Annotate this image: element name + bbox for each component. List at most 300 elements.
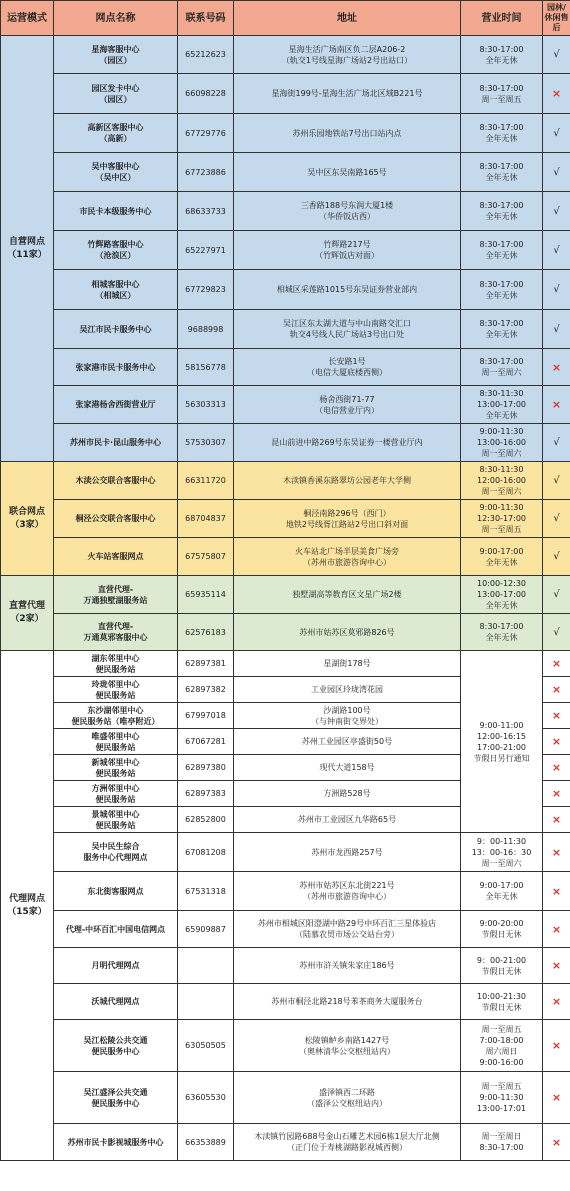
text-line: 自营网点 xyxy=(8,236,45,247)
outlet-address xyxy=(234,576,461,614)
outlet-name xyxy=(54,270,178,310)
outlet-phone: 66353889 xyxy=(178,1124,234,1161)
text-line: 周一至周六 xyxy=(481,487,522,496)
text-line: 全年无休 xyxy=(485,892,518,901)
text-line: （盛泽公交枢纽站内） xyxy=(307,1098,387,1108)
text-line: 联合网点 xyxy=(8,506,45,517)
outlet-hours xyxy=(461,386,543,424)
text-line: 便民服务站 xyxy=(95,690,136,700)
outlet-phone: 65227971 xyxy=(178,231,234,270)
text-line: 吴中客服中心 xyxy=(91,162,140,171)
outlet-address xyxy=(234,1072,461,1124)
outlet-hours xyxy=(461,462,543,500)
outlet-phone: 67067281 xyxy=(178,729,234,755)
outlet-hours xyxy=(461,1020,543,1072)
aftersale-status: √ xyxy=(543,231,570,270)
aftersale-status: × xyxy=(543,984,570,1020)
header-name: 网点名称 xyxy=(54,1,178,36)
text-line: 星海街199号-星海生活广场北区域B221号 xyxy=(271,89,423,98)
text-line: 8:30-17:00 xyxy=(479,319,524,328)
aftersale-status: × xyxy=(543,755,570,781)
text-line: 9:00-11:00 xyxy=(479,720,524,730)
text-line: 木渎公交联合客服中心 xyxy=(75,476,156,485)
outlet-name xyxy=(54,911,178,948)
outlet-phone: 57530307 xyxy=(178,424,234,462)
text-line: 便民服务站 xyxy=(95,742,136,752)
outlet-address xyxy=(234,153,461,192)
outlet-name xyxy=(54,386,178,424)
text-line: 苏州市姑苏区莫邪路826号 xyxy=(299,627,395,637)
text-line: 昆山前进中路269号东吴证券一楼营业厅内 xyxy=(271,438,423,447)
text-line: 高新区客服中心 xyxy=(87,123,144,132)
text-line: 便民服务站 xyxy=(95,664,136,674)
text-line: 独墅湖高等教育区文星广场2楼 xyxy=(292,590,402,599)
table-header-row xyxy=(1,1,570,36)
outlet-name xyxy=(54,781,178,807)
text-line: 8:30-17:00 xyxy=(479,162,524,171)
text-line: 新城邻里中心 xyxy=(91,757,140,767)
text-line: 周一至周五 xyxy=(481,525,522,534)
outlet-address xyxy=(234,1124,461,1161)
outlet-address xyxy=(234,872,461,911)
text-line: 13:00-17:00 xyxy=(477,590,526,599)
aftersale-status: √ xyxy=(543,500,570,538)
text-line: 全年无休 xyxy=(485,633,518,642)
text-line: 松陵镇鲈乡南路1427号 xyxy=(304,1035,390,1045)
outlet-name xyxy=(54,538,178,576)
outlet-hours xyxy=(461,1124,543,1161)
outlet-name xyxy=(54,651,178,677)
header-hours: 营业时间 xyxy=(461,1,543,36)
table-row xyxy=(1,74,570,114)
outlet-address xyxy=(234,755,461,781)
text-line: 全年无休 xyxy=(485,134,518,143)
text-line: （吴中区） xyxy=(95,173,136,182)
text-line: 万通独墅湖服务站 xyxy=(83,595,148,605)
text-line: 张家港杨舍西街营业厅 xyxy=(75,400,156,409)
text-line: 便民服务中心 xyxy=(91,1098,140,1108)
outlet-hours xyxy=(461,984,543,1020)
text-line: 13:00-16:00 xyxy=(477,438,526,447)
text-line: 周一至周五 xyxy=(481,94,522,104)
outlet-address xyxy=(234,538,461,576)
text-line: 9:00-20:00 xyxy=(479,919,524,928)
text-line: 桐泾公交联合客服中心 xyxy=(75,514,156,523)
text-line: 8:30-17:00 xyxy=(479,240,524,249)
table-row xyxy=(1,386,570,424)
text-line: 轨交4号线人民广场站3号出口处 xyxy=(289,330,405,339)
aftersale-status: × xyxy=(543,1124,570,1161)
outlet-name xyxy=(54,462,178,500)
outlet-phone: 67575807 xyxy=(178,538,234,576)
text-line: 沃城代理网点 xyxy=(91,997,140,1006)
text-line: 唯盛邻里中心 xyxy=(91,731,140,741)
text-line: （竹辉饭店对面） xyxy=(315,251,379,260)
outlet-hours xyxy=(461,153,543,192)
text-line: 吴江市民卡服务中心 xyxy=(79,324,152,334)
outlet-phone: 65212623 xyxy=(178,36,234,74)
outlet-phone: 62897382 xyxy=(178,677,234,703)
text-line: 节假日无休 xyxy=(481,1002,522,1012)
aftersale-status: √ xyxy=(543,270,570,310)
text-line: 火车站北广场半层美食广场旁 xyxy=(295,546,399,556)
table-row xyxy=(1,153,570,192)
outlet-phone: 67997018 xyxy=(178,703,234,729)
aftersale-status: × xyxy=(543,911,570,948)
text-line: 长安路1号 xyxy=(328,357,366,366)
text-line: （15家） xyxy=(7,906,47,917)
table-row xyxy=(1,1124,570,1161)
text-line: （华侨饭店西） xyxy=(319,212,375,221)
text-line: 17:00-21:00 xyxy=(477,742,526,752)
aftersale-status: √ xyxy=(543,424,570,462)
aftersale-status: × xyxy=(543,729,570,755)
outlet-address xyxy=(234,677,461,703)
text-line: 景城邻里中心 xyxy=(91,809,140,819)
aftersale-status: √ xyxy=(543,310,570,349)
text-line: 13：00-16：30 xyxy=(471,847,532,857)
text-line: 直营代理- xyxy=(97,622,134,631)
outlet-address xyxy=(234,651,461,677)
text-line: 星海生活广场南区负二层A206-2 xyxy=(288,44,406,54)
table-row xyxy=(1,911,570,948)
outlet-hours xyxy=(461,538,543,576)
outlet-name xyxy=(54,114,178,153)
outlet-name xyxy=(54,231,178,270)
text-line: 周一至周六 xyxy=(481,449,522,458)
outlet-phone: 62897380 xyxy=(178,755,234,781)
outlet-hours xyxy=(461,270,543,310)
text-line: 12:30-17:00 xyxy=(477,514,526,523)
text-line: （相城区） xyxy=(95,290,136,300)
text-line: 万通莫邪客服中心 xyxy=(83,633,148,642)
aftersale-status: × xyxy=(543,833,570,872)
text-line: 9:00-17:00 xyxy=(479,881,524,890)
text-line: 直营代理- xyxy=(97,584,134,594)
outlet-name xyxy=(54,677,178,703)
outlet-phone: 66311720 xyxy=(178,462,234,500)
text-line: 便民服务站 xyxy=(95,820,136,830)
text-line: 9:00-11:30 xyxy=(479,427,524,436)
outlet-phone: 63050505 xyxy=(178,1020,234,1072)
table-row xyxy=(1,948,570,984)
aftersale-status: × xyxy=(543,349,570,386)
aftersale-status: × xyxy=(543,386,570,424)
text-line: 10:00-21:30 xyxy=(477,991,526,1001)
outlet-phone: 67723886 xyxy=(178,153,234,192)
text-line: 便民服务站 xyxy=(95,794,136,804)
aftersale-status: × xyxy=(543,677,570,703)
outlet-hours xyxy=(461,74,543,114)
outlet-hours xyxy=(461,576,543,614)
text-line: 沙湖路100号 xyxy=(323,705,371,715)
aftersale-status: × xyxy=(543,1020,570,1072)
aftersale-status: √ xyxy=(543,614,570,651)
outlet-phone: 67081208 xyxy=(178,833,234,872)
outlet-name xyxy=(54,576,178,614)
table-row xyxy=(1,1020,570,1072)
text-line: （苏州市旅游咨询中心） xyxy=(303,557,391,567)
text-line: 8:30-17:00 xyxy=(479,123,524,132)
table-body xyxy=(1,36,570,1161)
text-line: 全年无休 xyxy=(485,411,518,420)
text-line: 9:00-16:00 xyxy=(479,1057,524,1067)
aftersale-status: √ xyxy=(543,538,570,576)
group-agent-cell xyxy=(1,651,54,1161)
text-line: 7:00-18:00 xyxy=(479,1035,524,1045)
text-line: 火车站客服网点 xyxy=(87,552,144,561)
outlet-hours xyxy=(461,872,543,911)
group-direct-cell xyxy=(1,576,54,651)
aftersale-status: √ xyxy=(543,114,570,153)
outlet-name xyxy=(54,1072,178,1124)
text-line: 三香路188号东润大厦1楼 xyxy=(300,201,394,210)
outlet-address xyxy=(234,36,461,74)
outlet-name xyxy=(54,729,178,755)
text-line: 服务中心代理网点 xyxy=(83,853,148,862)
outlet-name xyxy=(54,1020,178,1072)
table-row xyxy=(1,310,570,349)
table-row xyxy=(1,614,570,651)
text-line: （高新） xyxy=(99,134,132,143)
outlet-name xyxy=(54,755,178,781)
text-line: 便民服务站 xyxy=(95,768,136,778)
aftersale-status: × xyxy=(543,1072,570,1124)
text-line: 现代大道158号 xyxy=(319,763,375,772)
aftersale-status: √ xyxy=(543,153,570,192)
aftersale-status: × xyxy=(543,703,570,729)
outlet-address xyxy=(234,310,461,349)
aftersale-status: × xyxy=(543,948,570,984)
outlet-phone: 68704837 xyxy=(178,500,234,538)
table-row xyxy=(1,36,570,74)
outlet-address xyxy=(234,192,461,231)
aftersale-status: × xyxy=(543,807,570,833)
text-line: （正门位于寿桃湖路影视城西侧） xyxy=(287,1143,407,1152)
outlet-address xyxy=(234,1020,461,1072)
outlet-phone: 68633733 xyxy=(178,192,234,231)
text-line: 苏州市桐泾北路218号苯茶商务大厦服务台 xyxy=(271,997,423,1006)
text-line: （奥林清华公交枢纽站内） xyxy=(299,1046,395,1056)
outlet-hours xyxy=(461,231,543,270)
text-line: 竹辉路客服中心 xyxy=(87,240,144,249)
text-line: 东北街客服网点 xyxy=(87,886,144,896)
text-line: （轨交1号线星海广场站2号出站口） xyxy=(281,55,413,65)
outlet-address xyxy=(234,74,461,114)
text-line: 苏州市浒关镇朱家庄186号 xyxy=(299,961,395,970)
outlet-name xyxy=(54,500,178,538)
outlet-hours xyxy=(461,424,543,462)
text-line: 直营代理 xyxy=(8,601,45,611)
outlet-address xyxy=(234,781,461,807)
text-line: 便民服务站（唯亭附近） xyxy=(71,716,160,726)
outlet-address xyxy=(234,462,461,500)
text-line: 苏州市相城区阳澄湖中路29号中环百汇三星体验店 xyxy=(257,919,437,928)
outlet-address xyxy=(234,114,461,153)
text-line: （苏州市旅游咨询中心） xyxy=(303,892,391,901)
text-line: （园区） xyxy=(99,55,132,65)
group-self-cell xyxy=(1,36,54,462)
outlet-name xyxy=(54,1124,178,1161)
aftersale-status: √ xyxy=(543,192,570,231)
text-line: 木渎镇竹园路688号金山石雕艺术园6栋1层大厅北侧 xyxy=(254,1132,440,1141)
table-row xyxy=(1,192,570,231)
outlet-phone xyxy=(178,948,234,984)
outlet-name xyxy=(54,807,178,833)
outlet-address xyxy=(234,703,461,729)
outlet-hours xyxy=(461,500,543,538)
text-line: 8:30-17:00 xyxy=(479,83,524,93)
text-line: 苏州市民卡·昆山服务中心 xyxy=(69,438,162,447)
text-line: 8:30-11:30 xyxy=(479,389,524,398)
outlet-name xyxy=(54,36,178,74)
text-line: 周一至周日 xyxy=(481,1132,522,1141)
text-line: 吴中民生综合 xyxy=(91,842,140,851)
group-union-cell xyxy=(1,462,54,576)
table-row xyxy=(1,349,570,386)
text-line: 方洲邻里中心 xyxy=(91,783,140,793)
outlet-phone: 65935114 xyxy=(178,576,234,614)
shared-hours xyxy=(461,651,543,833)
text-line: 8:30-17:00 xyxy=(479,44,524,54)
text-line: 8:30-17:00 xyxy=(479,622,524,631)
text-line: 木渎镇香溪东路翠坊公园老年大学侧 xyxy=(283,476,411,485)
outlet-address xyxy=(234,349,461,386)
text-line: （2家） xyxy=(10,614,44,624)
text-line: 竹辉路217号 xyxy=(323,240,371,249)
text-line: 9：00-21:00 xyxy=(476,955,527,965)
text-line: 苏州工业园区亭盛街50号 xyxy=(301,737,393,746)
aftersale-status: × xyxy=(543,781,570,807)
outlet-hours xyxy=(461,114,543,153)
table-row xyxy=(1,231,570,270)
outlet-hours xyxy=(461,349,543,386)
text-line: 地铁2号线胥江路站2号出口斜对面 xyxy=(285,519,409,529)
outlet-phone: 62576183 xyxy=(178,614,234,651)
text-line: 吴中区东吴南路165号 xyxy=(307,167,387,177)
text-line: 杨舍西街71-77 xyxy=(319,394,375,404)
text-line: （陆慕农贸市场公交站台旁） xyxy=(295,930,399,939)
text-line: 吴江盛泽公共交通 xyxy=(83,1087,148,1097)
text-line: （电信大厦底楼西侧） xyxy=(307,368,387,377)
text-line: （沧浪区） xyxy=(95,251,136,260)
text-line: 苏州市姑苏区东北街221号 xyxy=(299,881,395,890)
text-line: 相城客服中心 xyxy=(91,279,140,289)
table-row xyxy=(1,872,570,911)
outlet-phone: 56303313 xyxy=(178,386,234,424)
table-row xyxy=(1,114,570,153)
outlet-address xyxy=(234,614,461,651)
aftersale-status: × xyxy=(543,651,570,677)
text-line: （园区） xyxy=(99,94,132,104)
text-line: 盛泽镇西二环路 xyxy=(319,1087,375,1097)
text-line: 全年无休 xyxy=(485,330,518,339)
outlet-name xyxy=(54,703,178,729)
text-line: 8:30-17:00 xyxy=(479,279,524,289)
outlet-name xyxy=(54,192,178,231)
text-line: 周一至周五 xyxy=(481,1024,522,1034)
table-row xyxy=(1,538,570,576)
outlet-phone: 62897383 xyxy=(178,781,234,807)
outlet-phone: 67729823 xyxy=(178,270,234,310)
text-line: 工业园区玲珑湾花园 xyxy=(311,685,383,694)
outlet-name xyxy=(54,984,178,1020)
text-line: 桐泾南路296号（西门） xyxy=(303,508,391,518)
header-phone: 联系号码 xyxy=(178,1,234,36)
outlet-name xyxy=(54,872,178,911)
text-line: 9:00-17:00 xyxy=(479,546,524,556)
text-line: 全年无休 xyxy=(485,601,518,610)
table-row xyxy=(1,984,570,1020)
text-line: 12:00-16:00 xyxy=(477,476,526,485)
outlet-name xyxy=(54,349,178,386)
outlet-phone: 58156778 xyxy=(178,349,234,386)
outlet-phone: 67729776 xyxy=(178,114,234,153)
outlet-address xyxy=(234,231,461,270)
aftersale-status: × xyxy=(543,74,570,114)
outlet-address xyxy=(234,984,461,1020)
outlet-name xyxy=(54,310,178,349)
text-line: 8:30-11:30 xyxy=(479,465,524,474)
text-line: 节假日另行通知 xyxy=(473,753,530,763)
text-line: 周六周日 xyxy=(485,1046,518,1056)
text-line: （11家） xyxy=(7,249,47,260)
aftersale-status: × xyxy=(543,872,570,911)
outlet-phone: 67531318 xyxy=(178,872,234,911)
table-row xyxy=(1,576,570,614)
outlet-hours xyxy=(461,911,543,948)
table-row xyxy=(1,833,570,872)
outlet-phone: 63605530 xyxy=(178,1072,234,1124)
text-line: 星湖街178号 xyxy=(323,659,371,668)
text-line: 全年无休 xyxy=(485,557,518,567)
text-line: 8:30-17:00 xyxy=(479,357,524,366)
text-line: （3家） xyxy=(10,519,44,530)
text-line: 周一至周五 xyxy=(481,1082,522,1091)
text-line: 全年无休 xyxy=(485,290,518,300)
text-line: 12:00-16:15 xyxy=(477,731,526,741)
table-row xyxy=(1,651,570,677)
outlet-hours xyxy=(461,833,543,872)
outlet-phone: 62897381 xyxy=(178,651,234,677)
text-line: 便民服务中心 xyxy=(91,1046,140,1056)
outlet-name xyxy=(54,424,178,462)
aftersale-status: √ xyxy=(543,462,570,500)
table-row xyxy=(1,270,570,310)
text-line: 9：00-11:30 xyxy=(476,836,527,846)
text-line: 13:00-17:00 xyxy=(477,400,526,409)
outlet-address xyxy=(234,386,461,424)
text-line: 代理网点 xyxy=(8,893,45,904)
table-row xyxy=(1,424,570,462)
outlet-address xyxy=(234,424,461,462)
text-line: 市民卡本级服务中心 xyxy=(79,206,152,216)
header-address: 地址 xyxy=(234,1,461,36)
text-line: 周一至周六 xyxy=(481,368,522,377)
text-line: 苏州市工业园区九华路65号 xyxy=(297,815,397,824)
text-line: 月明代理网点 xyxy=(91,961,140,970)
header-mode: 运营模式 xyxy=(1,1,54,36)
table-row xyxy=(1,1072,570,1124)
outlet-phone: 9688998 xyxy=(178,310,234,349)
outlet-address xyxy=(234,911,461,948)
text-line: 方洲路528号 xyxy=(323,789,371,798)
outlet-phone: 62852800 xyxy=(178,807,234,833)
text-line: 玲珑邻里中心 xyxy=(91,679,140,689)
text-line: 张家港市民卡服务中心 xyxy=(75,362,156,372)
text-line: 全年无休 xyxy=(485,173,518,182)
outlet-hours xyxy=(461,948,543,984)
